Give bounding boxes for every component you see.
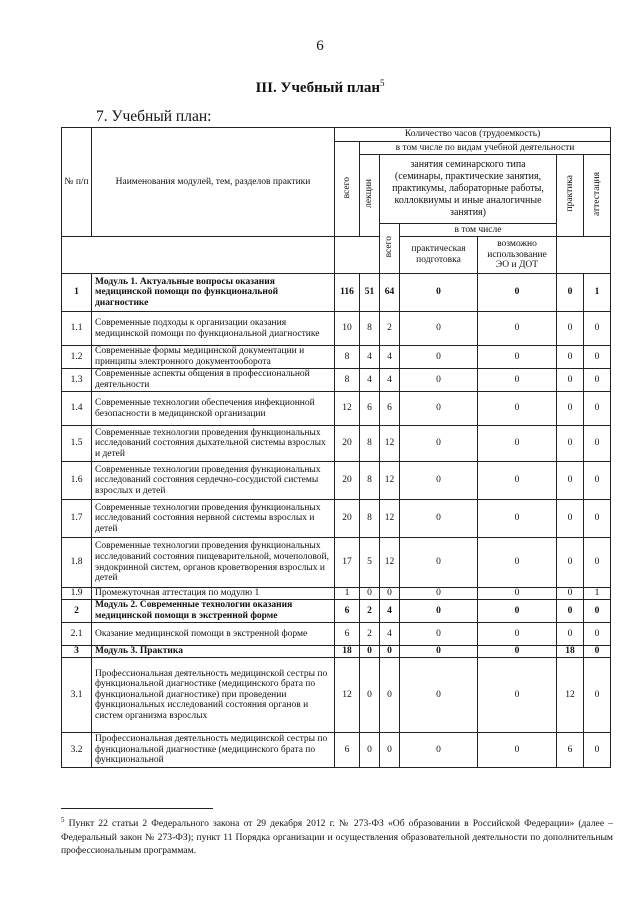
table-row [62,733,611,768]
cell-total: 1 [335,588,360,600]
cell-pp: 0 [400,392,478,426]
cell-sem: 12 [380,500,400,538]
section-footnote-mark: 5 [380,78,385,88]
cell-att: 0 [584,646,611,658]
cell-pp: 0 [400,462,478,500]
cell-num: 1.3 [62,369,92,392]
cell-att: 0 [584,538,611,588]
cell-att: 1 [584,588,611,600]
cell-lectures: 0 [360,646,380,658]
cell-total: 12 [335,392,360,426]
cell-att: 0 [584,392,611,426]
header-by-type: в том числе по видам учебной деятельности [360,142,611,155]
cell-lectures: 0 [360,733,380,768]
cell-total: 20 [335,500,360,538]
cell-pp: 0 [400,369,478,392]
cell-sem: 12 [380,462,400,500]
cell-att: 0 [584,623,611,646]
section-title-text: III. Учебный план [255,80,381,96]
cell-pr: 18 [557,646,584,658]
cell-total: 6 [335,733,360,768]
cell-sem: 0 [380,658,400,733]
cell-pr: 0 [557,392,584,426]
cell-pp: 0 [400,312,478,346]
cell-att: 0 [584,462,611,500]
cell-lectures: 8 [360,312,380,346]
header-attestation-cell [584,155,611,237]
cell-name: Современные аспекты общения в профессиональной деятельности [92,369,335,392]
header-seminar: занятия семинарского типа (семинары, практические занятия, практикумы, лабораторные работы, коллоквиумы и иные аналогичные занятия) [380,155,557,224]
cell-att: 1 [584,274,611,312]
cell-pr: 0 [557,369,584,392]
header-incl: в том числе [400,224,557,237]
cell-num: 1.5 [62,426,92,462]
cell-eo: 0 [478,600,557,623]
cell-name: Модуль 2. Современные технологии оказания медицинской помощи в экстренной форме [92,600,335,623]
cell-att: 0 [584,500,611,538]
section-title [0,78,640,97]
cell-name: Промежуточная аттестация по модулю 1 [92,588,335,600]
header-spacer [62,237,335,274]
cell-eo: 0 [478,646,557,658]
cell-pr: 0 [557,623,584,646]
cell-pr: 0 [557,588,584,600]
cell-sem: 4 [380,346,400,369]
cell-att: 0 [584,658,611,733]
cell-num: 3 [62,646,92,658]
cell-name: Современные подходы к организации оказания медицинской помощи по функциональной диагностике [92,312,335,346]
cell-lectures: 2 [360,600,380,623]
cell-total: 116 [335,274,360,312]
cell-sem: 0 [380,588,400,600]
table-row [62,312,611,346]
cell-total: 17 [335,538,360,588]
cell-num: 1.6 [62,462,92,500]
table-body [62,274,611,768]
cell-pr: 0 [557,426,584,462]
cell-pp: 0 [400,588,478,600]
cell-lectures: 4 [360,346,380,369]
cell-pr: 0 [557,346,584,369]
cell-lectures: 8 [360,500,380,538]
table-row [62,346,611,369]
cell-num: 2 [62,600,92,623]
cell-pr: 0 [557,312,584,346]
cell-eo: 0 [478,369,557,392]
cell-pp: 0 [400,538,478,588]
cell-pp: 0 [400,623,478,646]
cell-att: 0 [584,600,611,623]
cell-total: 8 [335,346,360,369]
cell-pr: 0 [557,600,584,623]
cell-eo: 0 [478,392,557,426]
cell-sem: 0 [380,646,400,658]
header-seminar-total-cell [380,224,400,274]
subtitle: 7. Учебный план: [96,108,212,125]
cell-name: Профессиональная деятельность медицинской сестры по функциональной диагностике (медицинского брата по функциональной [92,733,335,768]
cell-eo: 0 [478,346,557,369]
cell-att: 0 [584,369,611,392]
header-spacer-3 [557,237,611,274]
cell-pp: 0 [400,646,478,658]
header-practice-cell [557,155,584,237]
cell-num: 3.1 [62,658,92,733]
cell-eo: 0 [478,733,557,768]
page-number: 6 [316,38,324,54]
cell-eo: 0 [478,312,557,346]
header-lectures-cell [360,155,380,237]
cell-sem: 12 [380,538,400,588]
cell-name: Современные технологии проведения функциональных исследований состояния пищеварительной, мочеполовой, эндокринной систем, органов кроветворения взрослых и детей [92,538,335,588]
cell-lectures: 5 [360,538,380,588]
cell-lectures: 8 [360,426,380,462]
cell-pp: 0 [400,426,478,462]
header-total-cell [335,142,360,237]
table-row [62,426,611,462]
cell-sem: 4 [380,369,400,392]
cell-name: Современные технологии проведения функциональных исследований состояния сердечно-сосудистой системы взрослых и детей [92,462,335,500]
table-row [62,538,611,588]
cell-eo: 0 [478,623,557,646]
cell-num: 1.7 [62,500,92,538]
table-row [62,462,611,500]
cell-pp: 0 [400,500,478,538]
cell-pr: 0 [557,500,584,538]
cell-total: 8 [335,369,360,392]
cell-name: Модуль 1. Актуальные вопросы оказания медицинской помощи по функциональной диагностике [92,274,335,312]
cell-sem: 4 [380,600,400,623]
cell-pp: 0 [400,658,478,733]
cell-att: 0 [584,733,611,768]
cell-sem: 4 [380,623,400,646]
cell-num: 1.2 [62,346,92,369]
cell-sem: 6 [380,392,400,426]
cell-eo: 0 [478,426,557,462]
cell-lectures: 4 [360,369,380,392]
curriculum-table [61,127,611,768]
cell-eo: 0 [478,462,557,500]
cell-num: 1.8 [62,538,92,588]
header-attestation: аттестация [591,171,602,216]
header-lectures: лекции [364,179,375,209]
cell-att: 0 [584,426,611,462]
cell-pp: 0 [400,733,478,768]
cell-pp: 0 [400,274,478,312]
footnote-divider [61,808,213,809]
table-row [62,500,611,538]
cell-name: Профессиональная деятельность медицинской сестры по функциональной диагностике (медицинского брата по функциональной диагностике) при проведении функциональных исследований состояния органов и систем организма взрослых [92,658,335,733]
cell-att: 0 [584,346,611,369]
cell-sem: 2 [380,312,400,346]
cell-eo: 0 [478,658,557,733]
cell-pr: 12 [557,658,584,733]
table-row [62,600,611,623]
cell-total: 6 [335,600,360,623]
table-row [62,369,611,392]
footnote-mark: 5 [61,816,65,824]
cell-eo: 0 [478,538,557,588]
header-practical-prep: практическая подготовка [400,237,478,274]
table-row [62,623,611,646]
cell-pp: 0 [400,346,478,369]
header-eo-dot: возможно использование ЭО и ДОТ [478,237,557,274]
cell-name: Современные технологии обеспечения инфекционной безопасности в медицинской организации [92,392,335,426]
header-total: всего [341,176,352,198]
header-hours: Количество часов (трудоемкость) [335,128,611,142]
cell-lectures: 6 [360,392,380,426]
cell-total: 18 [335,646,360,658]
cell-total: 12 [335,658,360,733]
footnote [61,814,613,858]
cell-lectures: 0 [360,658,380,733]
header-num: № п/п [62,128,92,237]
cell-eo: 0 [478,588,557,600]
cell-name: Модуль 3. Практика [92,646,335,658]
cell-total: 10 [335,312,360,346]
table-row [62,658,611,733]
cell-name: Современные формы медицинской документации и принципы электронного документооборота [92,346,335,369]
cell-lectures: 8 [360,462,380,500]
footnote-text: Пункт 22 статьи 2 Федерального закона от 29 декабря 2012 г. № 273-ФЗ «Об образовании в Российской Федерации» (далее – Федеральный закон № 273-ФЗ); пункт 11 Порядка организации и осуществления образовательной деятельности по дополнительным профессиональным программам. [61,818,613,857]
header-practice: практика [564,175,575,212]
cell-att: 0 [584,312,611,346]
header-seminar-total: всего [384,236,395,258]
cell-total: 20 [335,462,360,500]
table-row [62,392,611,426]
cell-total: 20 [335,426,360,462]
header-spacer-2 [335,237,380,274]
cell-eo: 0 [478,500,557,538]
cell-eo: 0 [478,274,557,312]
cell-pp: 0 [400,600,478,623]
cell-num: 1 [62,274,92,312]
cell-num: 1.4 [62,392,92,426]
cell-total: 6 [335,623,360,646]
cell-pr: 0 [557,274,584,312]
cell-sem: 64 [380,274,400,312]
cell-name: Оказание медицинской помощи в экстренной форме [92,623,335,646]
cell-num: 2.1 [62,623,92,646]
table-row [62,588,611,600]
cell-pr: 6 [557,733,584,768]
cell-num: 1.9 [62,588,92,600]
cell-pr: 0 [557,462,584,500]
cell-lectures: 0 [360,588,380,600]
cell-num: 1.1 [62,312,92,346]
header-name: Наименования модулей, тем, разделов практики [92,128,335,237]
cell-sem: 0 [380,733,400,768]
cell-lectures: 2 [360,623,380,646]
cell-num: 3.2 [62,733,92,768]
cell-name: Современные технологии проведения функциональных исследований состояния дыхательной системы взрослых и детей [92,426,335,462]
table-row [62,646,611,658]
table-row [62,274,611,312]
cell-pr: 0 [557,538,584,588]
cell-lectures: 51 [360,274,380,312]
cell-name: Современные технологии проведения функциональных исследований состояния нервной системы взрослых и детей [92,500,335,538]
cell-sem: 12 [380,426,400,462]
